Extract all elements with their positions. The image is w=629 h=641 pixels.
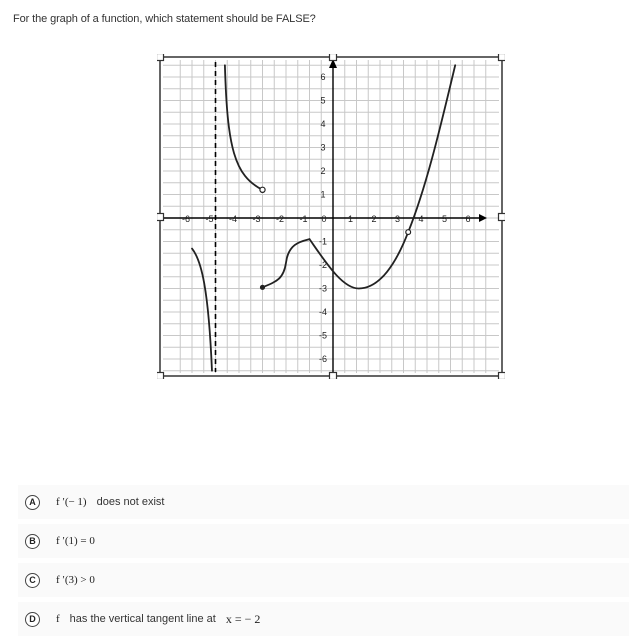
frame-handle (157, 214, 164, 221)
open-point-right (406, 230, 411, 235)
frame-handle (499, 54, 506, 61)
choice-d[interactable] (18, 602, 629, 636)
choice-d-math-tail: x = − 2 (225, 611, 261, 626)
function-graph (157, 54, 505, 379)
curve-parabola-piece (310, 65, 456, 288)
x-tick-label: 3 (394, 214, 401, 224)
choice-a-text: does not exist (96, 496, 165, 508)
x-tick-label: -4 (228, 214, 238, 224)
x-tick-label: 6 (465, 214, 471, 224)
choice-d-letter: D (25, 612, 40, 627)
choice-d-math: f (56, 613, 60, 625)
closed-point (260, 285, 265, 290)
frame-handle (499, 214, 506, 221)
frame-handle (330, 373, 337, 380)
y-tick-label: -5 (318, 330, 328, 341)
y-tick-label: -4 (318, 307, 328, 317)
y-tick-label: 2 (320, 166, 326, 176)
frame-handle (499, 373, 506, 380)
question-text: For the graph of a function, which statement should be FALSE? (13, 13, 316, 25)
choice-a-letter: A (25, 495, 40, 510)
y-tick-label: 6 (320, 72, 326, 82)
y-tick-label: -1 (318, 236, 328, 247)
x-tick-label: 4 (418, 214, 424, 224)
x-tick-label: -5 (205, 214, 214, 224)
y-tick-label: 1 (320, 189, 326, 200)
x-tick-label: 1 (347, 214, 354, 224)
y-tick-label: -6 (318, 354, 328, 364)
choice-d-text: has the vertical tangent line at (69, 613, 216, 625)
graph-svg (157, 54, 505, 379)
frame-handle (330, 54, 337, 61)
x-tick-label: 0 (321, 214, 327, 224)
choice-c-letter: C (25, 573, 40, 588)
x-tick-label: -2 (275, 214, 285, 224)
y-tick-label: -2 (318, 260, 328, 270)
choice-a[interactable] (18, 485, 629, 519)
x-tick-label: 2 (371, 214, 377, 224)
choice-a-math: f ′(− 1) (56, 496, 87, 508)
y-tick-label: -3 (318, 283, 328, 294)
frame-handle (157, 54, 164, 61)
choice-b[interactable] (18, 524, 629, 558)
choice-c-math: f ′(3) > 0 (56, 574, 95, 586)
curve-lower-left-branch (192, 249, 212, 371)
choice-b-letter: B (25, 534, 40, 549)
choice-b-math: f ′(1) = 0 (56, 535, 95, 547)
y-tick-label: 5 (320, 95, 326, 106)
x-tick-label: -3 (252, 214, 261, 224)
y-tick-label: 4 (320, 119, 326, 129)
choice-c[interactable] (18, 563, 629, 597)
open-point (260, 187, 265, 192)
frame-handle (157, 373, 164, 380)
x-tick-label: -1 (299, 214, 308, 224)
y-tick-label: 3 (320, 142, 326, 153)
x-tick-label: -6 (181, 214, 191, 224)
x-tick-label: 5 (441, 214, 448, 224)
